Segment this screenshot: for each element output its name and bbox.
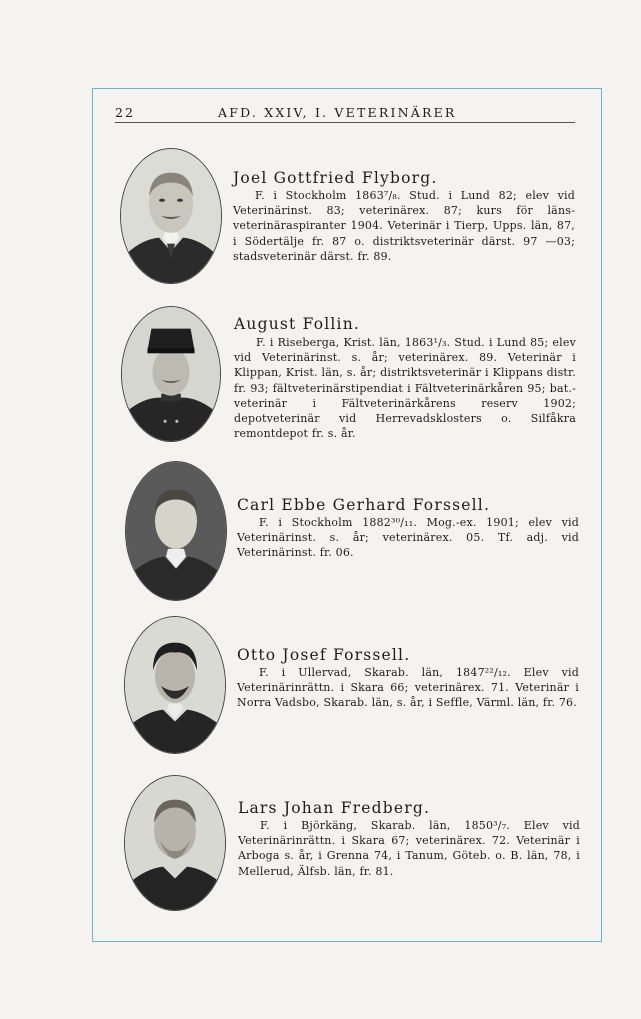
portrait-photo [124,775,226,911]
entry-biography: F. i Stockholm 1863⁷/₈. Stud. i Lund 82; elev vid Veterinärinst. 83; veterinärex. 87; kurs för läns-veterinäraspiranter 1904. Veterinär i Tierp, Upps. län, 87, i Södertälje fr. 87 o. distriktsveterinär därst. 97 —03; stadsveterinär därst. fr. 89. [233,189,575,263]
entry-biography: F. i Björkäng, Skarab. län, 1850³/₇. Elev vid Veterinärinrättn. i Skara 67; veterinärex. 72. Veterinär i Arboga s. år, i Grenna 74, i Tanum, Göteb. o. B. län, 78, i Mellerud, Älfsb. län, fr. 81. [238,819,580,878]
portrait-photo [124,616,226,754]
portrait-photo [125,461,227,601]
entry-name: Otto Josef Forssell. [237,646,411,664]
portrait-photo [120,148,222,284]
header-rule [115,122,575,123]
running-head: AFD. XXIV, I. VETERINÄRER [218,105,457,120]
entry-name: Lars Johan Fredberg. [238,799,431,817]
entry-biography: F. i Stockholm 1882³⁰/₁₁. Mog.-ex. 1901; elev vid Veterinärinst. s. år; veterinärex. 05. Tf. adj. vid Veterinärinst. fr. 06. [237,516,579,560]
page-number: 22 [115,105,135,120]
entry-biography: F. i Riseberga, Krist. län, 1863¹/₃. Stud. i Lund 85; elev vid Veterinärinst. s. år; veterinärex. 89. Veterinär i Klippan, Krist. län, s. år; distriktsveterinär i Klippans distr. fr. 93; fältveterinärstipendiat i Fältveterinärkåren 95; bat.-veterinär i Fältveterinärkårens reserv 1902; depotveterinär vid Herrevadsklosters o. Silfåkra remontdepot fr. s. år. [234,336,576,441]
entry-biography: F. i Ullervad, Skarab. län, 1847²²/₁₂. Elev vid Veterinärinrättn. i Skara 66; veterinärex. 71. Veterinär i Norra Vadsbo, Skarab. län, s. år, i Seffle, Värml. län, fr. 76. [237,666,579,710]
entry-name: Carl Ebbe Gerhard Forssell. [237,496,491,514]
entry-name: Joel Gottfried Flyborg. [233,169,438,187]
portrait-photo [121,306,221,442]
entry-name: August Follin. [234,315,361,333]
